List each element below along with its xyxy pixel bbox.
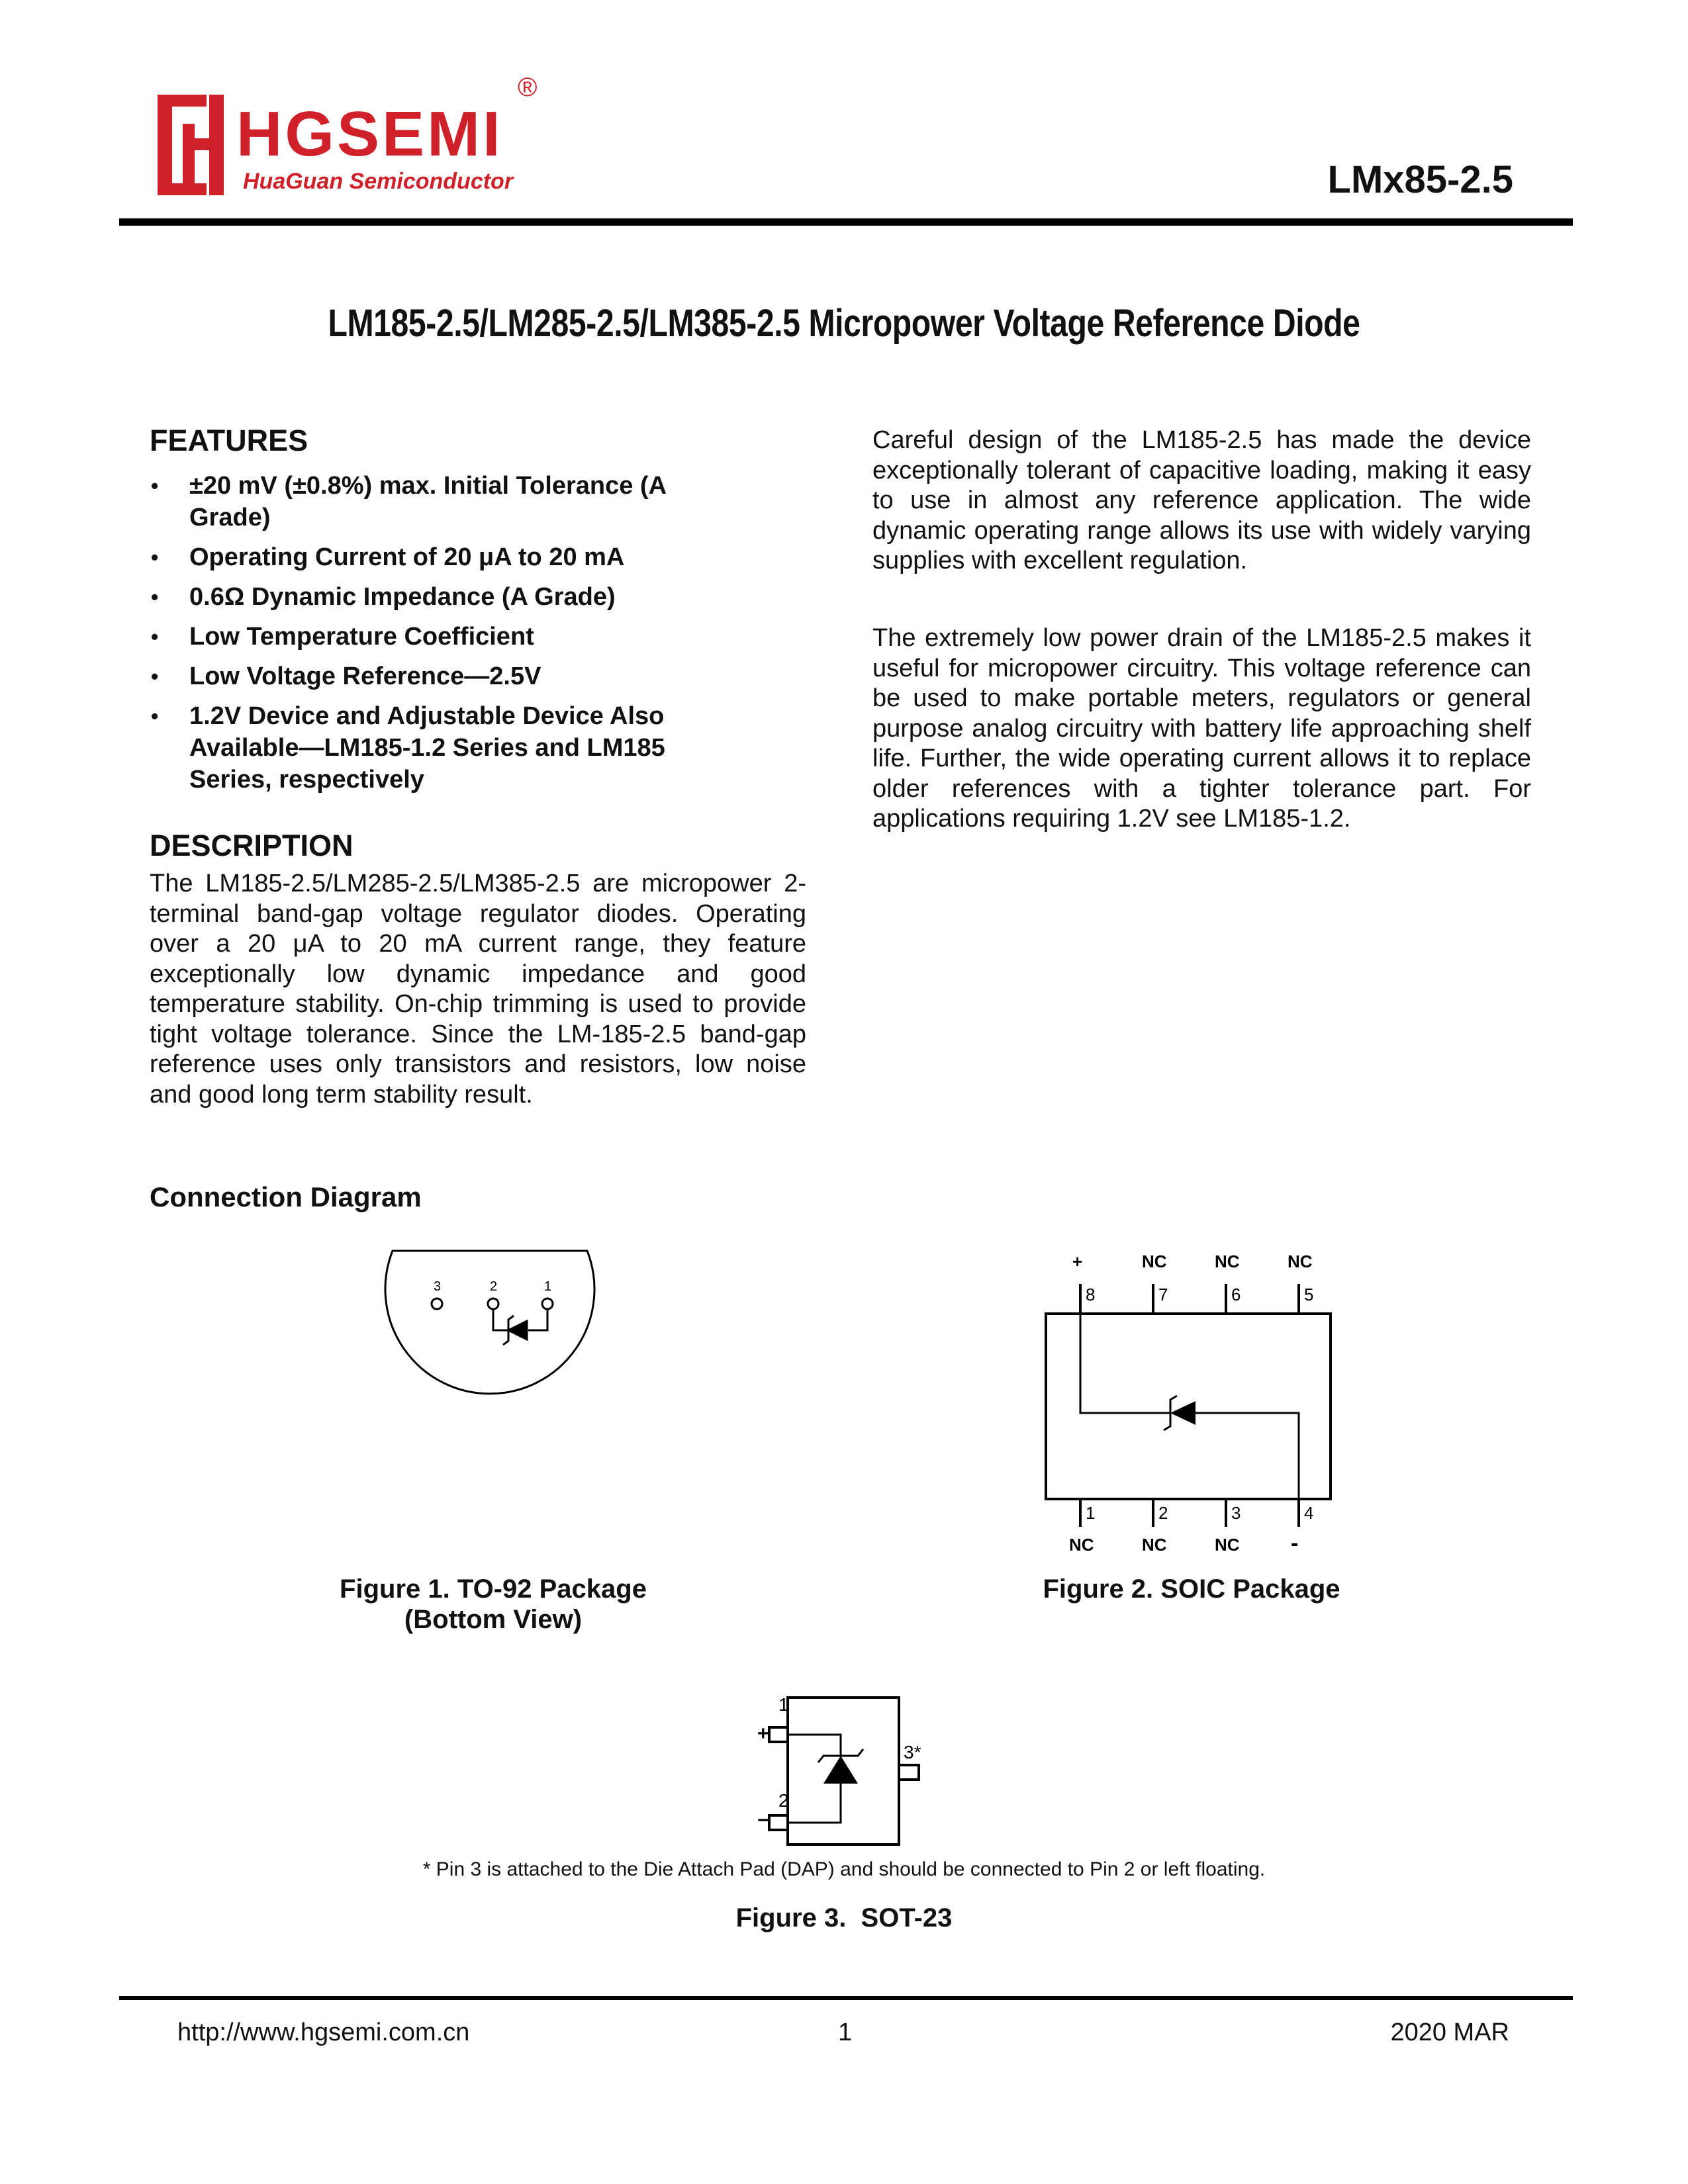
- pin-number: 7: [1158, 1285, 1168, 1304]
- right-paragraph-1: Careful design of the LM185-2.5 has made the device exceptionally tolerant of capacitive loading, making it easy to use in almost any reference application. The wide dynamic operating range allows its use with widely varying supplies with excellent regulation.: [872, 426, 1531, 574]
- pin-polarity: −: [757, 1809, 769, 1831]
- internal-wire: [788, 1784, 841, 1823]
- zener-diode-icon: [1170, 1401, 1196, 1425]
- right-paragraph-2: The extremely low power drain of the LM185-2.5 makes it useful for micropower circuitry. This voltage reference can be used to make portable meters, regulators or general purpose analog circuitry with battery life approaching shelf life. Further, the wide operating current allows it to replace older references with a tighter tolerance part. For applications requiring 1.2V see LM185-1.2.: [872, 624, 1531, 833]
- feature-item: • ±20 mV (±0.8%) max. Initial Tolerance (A Grade): [150, 470, 745, 533]
- pin-function-label: NC: [1142, 1254, 1167, 1271]
- lead-wire: [528, 1309, 547, 1330]
- logo-brand: HGSEMI: [236, 99, 503, 169]
- pin-function-label: NC: [1215, 1254, 1240, 1271]
- pin-function-label: NC: [1142, 1535, 1167, 1555]
- sot23-package-diagram: [748, 1684, 933, 1850]
- footer-rule: [119, 1996, 1573, 2000]
- figure-1-caption-line-1: Figure 1. TO-92 Package: [340, 1574, 647, 1604]
- pin-3: [432, 1298, 442, 1309]
- feature-item: • Operating Current of 20 μA to 20 mA: [150, 541, 745, 573]
- connection-diagram-heading: Connection Diagram: [150, 1181, 422, 1212]
- figure-2-caption: Figure 2. SOIC Package: [1043, 1574, 1340, 1604]
- pin-2: [488, 1298, 498, 1309]
- to92-package-diagram: [377, 1244, 602, 1436]
- pin-number: 1: [778, 1694, 789, 1715]
- internal-wire: [1196, 1413, 1299, 1527]
- pin-number: 2: [1158, 1503, 1168, 1523]
- feature-item: • Low Temperature Coefficient: [150, 621, 745, 653]
- pin-label: 1: [544, 1279, 552, 1294]
- pin-number: 2: [778, 1790, 789, 1811]
- pin-number: 3*: [904, 1742, 921, 1762]
- feature-item: • 1.2V Device and Adjustable Device Also Available—LM185-1.2 Series and LM185 Series, respectively: [150, 700, 745, 796]
- soic-package-diagram: [1033, 1254, 1350, 1559]
- pin-label: 2: [490, 1279, 498, 1294]
- pin-number: 5: [1304, 1285, 1314, 1304]
- registered-mark: ®: [518, 73, 538, 102]
- pin-1-pad: [769, 1727, 788, 1742]
- lead-wire: [493, 1309, 508, 1330]
- pin-label: 3: [434, 1279, 442, 1294]
- internal-wire: [788, 1735, 841, 1756]
- zener-diode-icon: [508, 1321, 527, 1340]
- feature-item: • 0.6Ω Dynamic Impedance (A Grade): [150, 581, 745, 613]
- header-rule: [119, 218, 1573, 226]
- pin-function-label: NC: [1215, 1535, 1240, 1555]
- logo-tagline: HuaGuan Semiconductor: [243, 169, 514, 194]
- pin-2-pad: [769, 1815, 788, 1830]
- page-number: 1: [838, 2019, 853, 2046]
- pin-number: 8: [1086, 1285, 1096, 1304]
- figure-1-caption-line-2: (Bottom View): [404, 1605, 583, 1634]
- figure-3-footnote: * Pin 3 is attached to the Die Attach Pad (DAP) and should be connected to Pin 2 or left floating.: [422, 1858, 1266, 1880]
- description-paragraph: The LM185-2.5/LM285-2.5/LM385-2.5 are micropower 2-terminal band-gap voltage regulator diodes. Operating over a 20 μA to 20 mA current range, they feature exceptionally low dynamic impedance and good temperature stability. On-chip trimming is used to provide tight voltage tolerance. Since the LM-185-2.5 band-gap reference uses only transistors and resistors, low noise and good long term stability result.: [150, 870, 806, 1109]
- zener-diode-icon: [823, 1756, 858, 1784]
- pin-number: 4: [1304, 1503, 1314, 1523]
- pin-function-label: NC: [1288, 1254, 1313, 1271]
- pin-polarity: +: [757, 1723, 769, 1745]
- document-id: LMx85-2.5: [1327, 158, 1513, 201]
- figure-3-caption: Figure 3. SOT-23: [735, 1903, 953, 1933]
- pin-number: 6: [1231, 1285, 1241, 1304]
- pin-function-label: -: [1291, 1531, 1299, 1556]
- to92-body-outline: [385, 1251, 594, 1394]
- features-list: [150, 470, 745, 803]
- pin-number: 3: [1231, 1503, 1241, 1523]
- page-title: LM185-2.5/LM285-2.5/LM385-2.5 Micropower Voltage Reference Diode: [328, 302, 1360, 345]
- feature-item: • Low Voltage Reference—2.5V: [150, 660, 745, 692]
- pin-function-label: NC: [1069, 1535, 1094, 1555]
- internal-wire: [1080, 1314, 1170, 1413]
- figure-1-caption: [295, 1574, 692, 1635]
- pin-number: 1: [1086, 1503, 1096, 1523]
- footer-url[interactable]: http://www.hgsemi.com.cn: [177, 2019, 470, 2046]
- pin-3-pad: [899, 1765, 919, 1780]
- footer-date: 2020 MAR: [1390, 2019, 1509, 2046]
- features-heading: FEATURES: [150, 424, 308, 457]
- hgsemi-logo: [154, 69, 551, 199]
- pin-function-label: +: [1072, 1254, 1083, 1271]
- pin-1: [542, 1298, 553, 1309]
- description-heading: DESCRIPTION: [150, 829, 353, 862]
